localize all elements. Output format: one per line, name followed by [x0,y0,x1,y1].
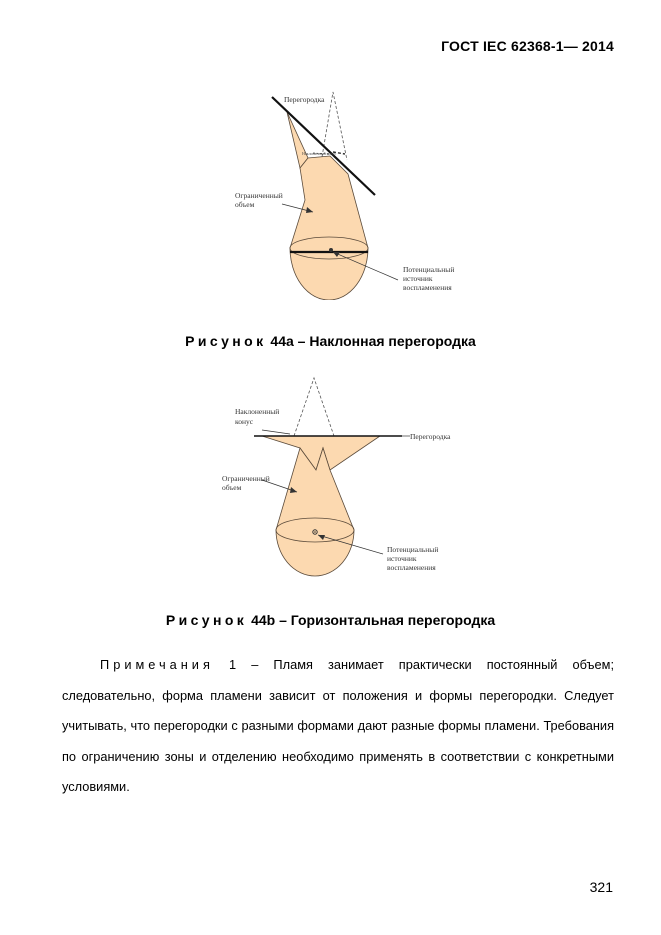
note-paragraph [62,650,614,803]
fig-a-inclined-cone-label: Наклоненный конус [302,151,337,156]
figure-44a-drawing [0,80,661,300]
figure-44b-caption: Рисунок 44b – Горизонтальная перегородка [165,612,496,628]
fig-b-ignition-label-3: воспламенения [387,563,436,572]
document-header: ГОСТ IEC 62368-1— 2014 [441,38,614,54]
fig-b-inclined-cone-label-2: конус [235,417,254,426]
fig-b-bounded-volume-label-2: объем [222,483,242,492]
fig-a-ignition-label-1: Потенциальный [403,265,455,274]
figure-44a-caption: Рисунок 44a – Наклонная перегородка [185,333,476,349]
fig-b-bounded-volume-label-1: Ограниченный [222,474,270,483]
figure-44a [0,80,661,300]
fig-b-partition-label: Перегородка [410,432,451,441]
figure-44b [0,370,661,580]
fig-b-inclined-cone-label-1: Наклоненный [235,407,280,416]
fig-a-partition-label: Перегородка [284,95,325,104]
figure-44b-drawing [0,370,661,580]
note-text: 1 – Пламя занимает практически постоянный объем; следовательно, форма пламени зависит от положения и формы перегородки. Следует учитывать, что перегородки с разными формами дают разные формы пламени. Требования по ограничению зоны и отделению необходимо применять в соответствии с конкретными условиями. [62,657,614,794]
fig-a-ignition-label-2: источник [403,274,433,283]
fig-b-ignition-label-2: источник [387,554,417,563]
fig-a-bounded-volume-label-1: Ограниченный [235,191,283,200]
note-lead: Примечания [100,657,214,672]
fig-a-bounded-volume-label-2: объем [235,200,255,209]
fig-b-ignition-label-1: Потенциальный [387,545,439,554]
page-number: 321 [589,879,613,895]
fig-a-ignition-label-3: воспламенения [403,283,452,292]
